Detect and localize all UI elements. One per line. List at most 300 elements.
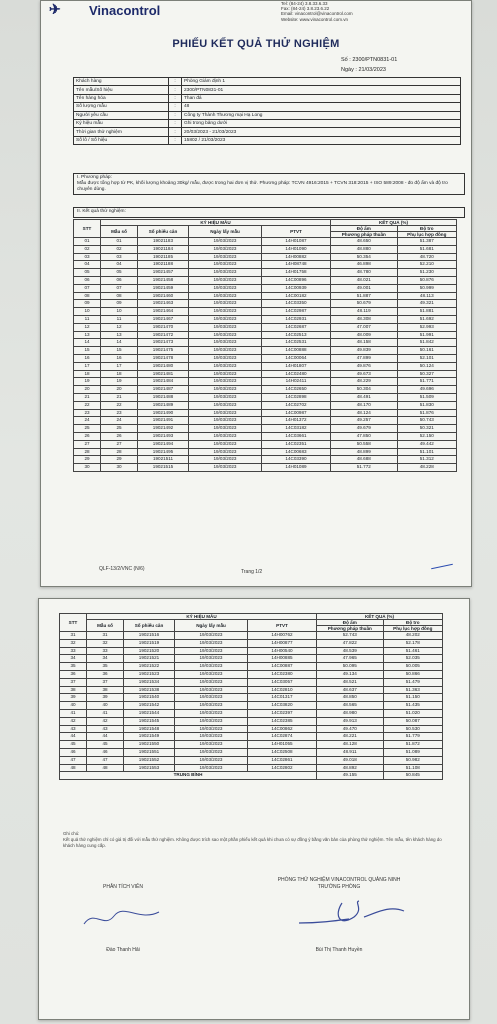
col-pp-thuan: Phương pháp thuần	[317, 626, 384, 632]
cell-mauso: 25	[101, 425, 138, 433]
cell-mauso: 41	[87, 709, 124, 717]
cell-sophieu: 19021511	[138, 456, 189, 464]
table-row	[74, 292, 457, 300]
cell-stt: 02	[74, 245, 101, 253]
cell-ptvt: 14C03390	[262, 456, 331, 464]
table-row	[74, 417, 457, 425]
cell-ptvt: 14C02874	[248, 733, 317, 741]
cell-doam: 48.009	[331, 331, 398, 339]
cell-mauso: 11	[101, 315, 138, 323]
col-ketqua: KẾT QUẢ (%)	[317, 614, 443, 620]
cell-doam: 52.743	[317, 632, 384, 640]
cell-mauso: 35	[87, 663, 124, 671]
cell-stt: 11	[74, 315, 101, 323]
cell-doam: 48.539	[317, 647, 384, 655]
info-value: 48	[182, 103, 461, 111]
col-pp-hopdong: Phụ lục hợp đồng	[383, 626, 442, 632]
cell-doam: 48.892	[317, 764, 384, 772]
cell-dotro: 52.210	[397, 261, 456, 269]
analyst-title: PHÂN TÍCH VIÊN	[103, 884, 143, 890]
cell-dotro: 52.101	[397, 354, 456, 362]
cell-mauso: 01	[101, 238, 138, 246]
col-ngay: Ngày lấy mẫu	[175, 620, 248, 632]
cell-mauso: 30	[101, 464, 138, 472]
cell-sophieu: 19021494	[138, 440, 189, 448]
info-key: Người yêu cầu	[74, 111, 169, 119]
cell-stt: 43	[60, 725, 87, 733]
table-row	[74, 347, 457, 355]
table-row	[60, 725, 443, 733]
cell-ngay: 19/03/2023	[189, 393, 262, 401]
table-row	[74, 464, 457, 472]
table-row	[74, 401, 457, 409]
cell-ptvt: 14C00887	[248, 663, 317, 671]
cell-ptvt: 14C02397	[248, 709, 317, 717]
cell-mauso: 44	[87, 733, 124, 741]
info-key: Tên mẫu/Số hiệu	[74, 86, 169, 94]
result-section-title: II. Kết quả thử nghiệm:	[73, 207, 465, 218]
cell-stt: 21	[74, 393, 101, 401]
cell-doam: 48.899	[331, 448, 398, 456]
cell-ptvt: 14H01758	[262, 269, 331, 277]
table-row	[74, 276, 457, 284]
cell-mauso: 39	[87, 694, 124, 702]
cell-dotro: 50.321	[397, 425, 456, 433]
cell-mauso: 02	[101, 245, 138, 253]
cell-dotro: 51.435	[383, 702, 442, 710]
cell-ptvt: 14H01055	[248, 741, 317, 749]
cell-stt: 44	[60, 733, 87, 741]
cell-dotro: 52.178	[383, 639, 442, 647]
col-dotro: Độ tro	[383, 620, 442, 626]
cell-dotro: 50.530	[383, 725, 442, 733]
cell-ngay: 19/03/2023	[189, 362, 262, 370]
cell-sophieu: 19021464	[138, 308, 189, 316]
cell-stt: 26	[74, 432, 101, 440]
cell-sophieu: 19021538	[124, 686, 175, 694]
cell-dotro: 51.101	[397, 448, 456, 456]
cell-dotro: 48.202	[383, 632, 442, 640]
info-value: Than đá	[182, 94, 461, 102]
cell-ngay: 19/03/2023	[189, 292, 262, 300]
cell-ptvt: 14C02650	[262, 386, 331, 394]
info-table	[73, 77, 461, 145]
cell-doam: 48.221	[317, 733, 384, 741]
cell-mauso: 36	[87, 670, 124, 678]
cell-ngay: 19/03/2023	[189, 432, 262, 440]
cell-ngay: 19/03/2023	[189, 315, 262, 323]
col-ptvt: PTVT	[262, 226, 331, 238]
cell-doam: 51.772	[331, 464, 398, 472]
average-label: TRUNG BÌNH	[60, 772, 317, 780]
cell-stt: 48	[60, 764, 87, 772]
cell-sophieu: 19021183	[138, 238, 189, 246]
cell-ptvt: 14C00182	[262, 292, 331, 300]
cell-ptvt: 14C00064	[262, 354, 331, 362]
cell-sophieu: 19021493	[138, 432, 189, 440]
cell-mauso: 14	[101, 339, 138, 347]
cell-stt: 14	[74, 339, 101, 347]
cell-ptvt: 14C03182	[262, 425, 331, 433]
cell-stt: 23	[74, 409, 101, 417]
cell-mauso: 27	[101, 440, 138, 448]
cell-dotro: 51.509	[397, 393, 456, 401]
cell-ngay: 19/03/2023	[175, 741, 248, 749]
cell-ngay: 19/03/2023	[175, 702, 248, 710]
cell-mauso: 04	[101, 261, 138, 269]
cell-ptvt: 14H01087	[262, 238, 331, 246]
info-colon: :	[169, 119, 182, 127]
cell-dotro: 50.743	[397, 417, 456, 425]
cell-ngay: 19/03/2023	[189, 347, 262, 355]
col-dotro: Độ tro	[397, 226, 456, 232]
notes	[63, 831, 443, 849]
table-row	[74, 339, 457, 347]
cell-sophieu: 19021473	[138, 339, 189, 347]
cell-ngay: 19/03/2023	[175, 639, 248, 647]
cell-ptvt: 14C02351	[262, 440, 331, 448]
col-doam: Độ ẩm	[331, 226, 398, 232]
cell-sophieu: 19021520	[124, 647, 175, 655]
cell-doam: 51.887	[331, 292, 398, 300]
cell-ngay: 19/03/2023	[189, 409, 262, 417]
info-row	[74, 111, 461, 119]
cell-ptvt: 14C03820	[248, 702, 317, 710]
cell-sophieu: 19021489	[138, 401, 189, 409]
cell-doam: 49.134	[317, 670, 384, 678]
cell-doam: 48.021	[331, 276, 398, 284]
table-row	[74, 378, 457, 386]
cell-stt: 47	[60, 756, 87, 764]
cell-sophieu: 19021492	[138, 425, 189, 433]
table-row	[60, 670, 443, 678]
cell-stt: 18	[74, 370, 101, 378]
cell-sophieu: 19021515	[138, 464, 189, 472]
cell-ngay: 19/03/2023	[175, 764, 248, 772]
cell-doam: 49.876	[331, 362, 398, 370]
table-row	[60, 686, 443, 694]
cell-dotro: 50.005	[383, 663, 442, 671]
cell-dotro: 51.461	[383, 647, 442, 655]
cell-sophieu: 19021458	[138, 276, 189, 284]
cell-mauso: 17	[101, 362, 138, 370]
cell-ptvt: 14C02987	[262, 308, 331, 316]
cell-dotro: 51.779	[383, 733, 442, 741]
cell-sophieu: 19021457	[138, 269, 189, 277]
cell-stt: 28	[74, 448, 101, 456]
info-key: Ký hiệu mẫu	[74, 119, 169, 127]
cell-ptvt: 14C03661	[262, 432, 331, 440]
cell-mauso: 05	[101, 269, 138, 277]
cell-mauso: 28	[101, 448, 138, 456]
cell-dotro: 51.230	[397, 269, 456, 277]
info-colon: :	[169, 78, 182, 86]
company-logo-icon: ✈	[49, 1, 61, 17]
cell-sophieu: 19021484	[138, 378, 189, 386]
table-row	[74, 323, 457, 331]
cell-ptvt: 14C00987	[262, 409, 331, 417]
info-colon: :	[169, 86, 182, 94]
cell-mauso: 16	[101, 354, 138, 362]
col-ptvt: PTVT	[248, 620, 317, 632]
cell-stt: 29	[74, 456, 101, 464]
cell-ptvt: 14C02385	[248, 717, 317, 725]
cell-ptvt: 14C02810	[248, 686, 317, 694]
cell-stt: 41	[60, 709, 87, 717]
cell-sophieu: 19021522	[124, 663, 175, 671]
info-colon: :	[169, 94, 182, 102]
cell-dotro: 52.993	[397, 323, 456, 331]
cell-dotro: 52.035	[383, 655, 442, 663]
cell-mauso: 40	[87, 702, 124, 710]
cell-doam: 49.679	[331, 425, 398, 433]
cell-sophieu: 19021480	[138, 362, 189, 370]
cell-ngay: 19/03/2023	[189, 456, 262, 464]
cell-ngay: 19/03/2023	[175, 725, 248, 733]
cell-doam: 47.007	[331, 323, 398, 331]
cell-ngay: 19/03/2023	[189, 386, 262, 394]
analyst-name: Đào Thanh Hải	[106, 947, 140, 953]
table-row	[74, 409, 457, 417]
cell-ngay: 19/03/2023	[189, 269, 262, 277]
cell-ptvt: 14H01807	[262, 362, 331, 370]
cell-doam: 48.119	[331, 308, 398, 316]
cell-dotro: 51.108	[383, 764, 442, 772]
cell-doam: 49.018	[317, 756, 384, 764]
table-row	[60, 741, 443, 749]
table-row	[60, 678, 443, 686]
cell-ptvt: 14C02513	[262, 331, 331, 339]
cell-dotro: 48.228	[397, 464, 456, 472]
cell-dotro: 50.999	[397, 284, 456, 292]
cell-ngay: 19/03/2023	[175, 663, 248, 671]
info-colon: :	[169, 111, 182, 119]
cell-dotro: 51.387	[397, 238, 456, 246]
cell-dotro: 50.866	[383, 670, 442, 678]
cell-stt: 40	[60, 702, 87, 710]
cell-ngay: 19/03/2023	[189, 440, 262, 448]
method-text: Mẫu được tổng hợp từ PK, khối lượng khoảng 30kg/ mẫu, được trong hai đơn vị thử. Phương pháp: TCVN 4916:2015 + TCVN 318:2015 + ISO 589:2008 - đo độ ẩm và độ tro chuyên dùng.	[77, 181, 448, 192]
results-table-page-1	[73, 219, 457, 472]
cell-dotro: 51.771	[397, 378, 456, 386]
cell-dotro: 51.872	[383, 741, 442, 749]
cell-mauso: 31	[87, 632, 124, 640]
table-row	[60, 632, 443, 640]
table-body	[60, 632, 443, 780]
cell-ngay: 19/03/2023	[175, 686, 248, 694]
lab-name: PHÒNG THỬ NGHIỆM VINACONTROL QUẢNG NINH	[277, 877, 401, 883]
cell-mauso: 22	[101, 401, 138, 409]
cell-mauso: 19	[101, 378, 138, 386]
table-row	[60, 655, 443, 663]
company-name: Vinacontrol	[89, 3, 161, 18]
cell-sophieu: 19021184	[138, 245, 189, 253]
cell-ptvt: 14C02861	[248, 756, 317, 764]
cell-dotro: 50.327	[397, 370, 456, 378]
cell-mauso: 13	[101, 331, 138, 339]
info-colon: :	[169, 128, 182, 136]
contact-line: Website: www.vinacontrol.com.vn	[281, 16, 348, 22]
contact-line: Tel: (84-24) 3.8.33.6.33	[281, 1, 328, 6]
notes-text: Kết quả thử nghiệm chỉ có giá trị đối với mẫu thử nghiệm. Không được trích sao một phần phiếu kết quả khi chưa có sự đồng ý bằng văn bản của phòng thử nghiệm. Tên mẫu, tên khách hàng do khách hàng cung cấp.	[63, 837, 442, 848]
report-date: Ngày : 21/03/2023	[341, 67, 386, 73]
cell-ngay: 19/03/2023	[189, 339, 262, 347]
cell-dotro: 51.881	[397, 308, 456, 316]
cell-ptvt: 14H00540	[248, 647, 317, 655]
table-row	[74, 425, 457, 433]
cell-dotro: 51.312	[397, 456, 456, 464]
cell-doam: 48.637	[317, 686, 384, 694]
col-doam: Độ ẩm	[317, 620, 384, 626]
cell-stt: 45	[60, 741, 87, 749]
cell-doam: 47.965	[317, 655, 384, 663]
cell-dotro: 49.442	[397, 440, 456, 448]
col-kyhieu: KÝ HIỆU MẪU	[87, 614, 317, 620]
cell-ngay: 19/03/2023	[189, 354, 262, 362]
cell-ngay: 19/03/2023	[175, 647, 248, 655]
head-signature	[294, 897, 414, 933]
table-row	[74, 393, 457, 401]
report-number-label: Số	[341, 57, 348, 63]
cell-ptvt: 14C02380	[248, 670, 317, 678]
cell-dotro: 51.479	[383, 678, 442, 686]
cell-ptvt: 14C02702	[262, 401, 331, 409]
cell-ngay: 19/03/2023	[175, 709, 248, 717]
cell-ngay: 19/03/2023	[189, 448, 262, 456]
cell-ptvt: 14H00762	[248, 632, 317, 640]
info-value: Công ty Thành Thương mại Hạ Long	[182, 111, 461, 119]
cell-ngay: 19/03/2023	[175, 678, 248, 686]
cell-mauso: 20	[101, 386, 138, 394]
cell-ngay: 19/03/2023	[189, 284, 262, 292]
report-page-2	[38, 598, 470, 1020]
table-row	[74, 261, 457, 269]
cell-doam: 48.650	[331, 238, 398, 246]
info-row	[74, 103, 461, 111]
cell-ptvt: 14H01089	[262, 464, 331, 472]
info-colon: :	[169, 136, 182, 144]
cell-doam: 49.673	[331, 370, 398, 378]
info-row	[74, 119, 461, 127]
cell-doam: 48.124	[331, 409, 398, 417]
cell-dotro: 51.089	[383, 748, 442, 756]
cell-mauso: 29	[101, 456, 138, 464]
cell-ptvt: 14H02411	[262, 378, 331, 386]
cell-dotro: 50.982	[383, 756, 442, 764]
notes-title: Ghi chú:	[63, 831, 80, 836]
cell-sophieu: 19021459	[138, 284, 189, 292]
table-row	[60, 748, 443, 756]
info-row	[74, 78, 461, 86]
table-row	[74, 245, 457, 253]
average-doam: 49.155	[317, 772, 384, 780]
cell-ptvt: 14C02531	[262, 339, 331, 347]
cell-stt: 46	[60, 748, 87, 756]
cell-stt: 06	[74, 276, 101, 284]
info-row	[74, 94, 461, 102]
cell-ngay: 19/03/2023	[189, 323, 262, 331]
table-row	[74, 269, 457, 277]
info-key: Số lô / Số hiệu	[74, 136, 169, 144]
table-row	[74, 300, 457, 308]
cell-stt: 32	[60, 639, 87, 647]
initial-mark	[431, 564, 453, 570]
cell-ngay: 19/03/2023	[189, 261, 262, 269]
cell-ptvt: 14C01317	[248, 694, 317, 702]
table-body	[74, 238, 457, 472]
cell-sophieu: 19021519	[124, 639, 175, 647]
cell-dotro: 51.876	[397, 409, 456, 417]
cell-mauso: 34	[87, 655, 124, 663]
table-row	[60, 702, 443, 710]
cell-mauso: 06	[101, 276, 138, 284]
table-row	[60, 733, 443, 741]
cell-doam: 48.880	[331, 245, 398, 253]
col-ketqua: KẾT QUẢ (%)	[331, 220, 457, 226]
cell-dotro: 52.150	[397, 432, 456, 440]
cell-sophieu: 19021523	[124, 670, 175, 678]
cell-stt: 01	[74, 238, 101, 246]
report-number: Số : 2300/PTN0831-01	[341, 57, 398, 63]
cell-doam: 47.822	[317, 639, 384, 647]
report-title: PHIẾU KẾT QUẢ THỬ NGHIỆM	[172, 38, 340, 50]
cell-dotro: 51.020	[383, 709, 442, 717]
cell-sophieu: 19021490	[138, 409, 189, 417]
cell-stt: 35	[60, 663, 87, 671]
cell-sophieu: 19021470	[138, 323, 189, 331]
cell-ptvt: 14C00683	[262, 448, 331, 456]
info-colon: :	[169, 103, 182, 111]
table-row	[74, 456, 457, 464]
cell-doam: 50.304	[331, 386, 398, 394]
table-row	[74, 331, 457, 339]
cell-doam: 48.565	[317, 702, 384, 710]
table-row	[74, 253, 457, 261]
cell-stt: 33	[60, 647, 87, 655]
cell-mauso: 33	[87, 647, 124, 655]
cell-stt: 30	[74, 464, 101, 472]
cell-ngay: 19/03/2023	[189, 276, 262, 284]
contact-line: Fax: (84-24) 3.8.23.6.22	[281, 6, 330, 12]
cell-dotro: 51.991	[397, 331, 456, 339]
cell-doam: 48.850	[317, 694, 384, 702]
cell-sophieu: 19021460	[138, 292, 189, 300]
info-value: 15802 / 21/03/2023	[182, 136, 461, 144]
cell-ptvt: 14H01090	[262, 245, 331, 253]
cell-ngay: 19/03/2023	[189, 331, 262, 339]
col-mauso: Mẫu số	[87, 620, 124, 632]
cell-ptvt: 14C02802	[248, 764, 317, 772]
cell-ngay: 19/03/2023	[189, 464, 262, 472]
cell-sophieu: 19021542	[124, 702, 175, 710]
results-table-page-2	[59, 613, 443, 780]
report-date-label: Ngày	[341, 67, 354, 73]
cell-ptvt: 14C00862	[248, 725, 317, 733]
cell-dotro: 48.113	[397, 292, 456, 300]
cell-mauso: 38	[87, 686, 124, 694]
average-row	[60, 772, 443, 780]
cell-doam: 49.913	[317, 717, 384, 725]
cell-stt: 39	[60, 694, 87, 702]
cell-ngay: 19/03/2023	[189, 238, 262, 246]
cell-stt: 24	[74, 417, 101, 425]
cell-stt: 25	[74, 425, 101, 433]
cell-stt: 37	[60, 678, 87, 686]
cell-sophieu: 19021188	[138, 261, 189, 269]
cell-ptvt: 14C00888	[262, 347, 331, 355]
cell-sophieu: 19021540	[124, 694, 175, 702]
cell-doam: 48.911	[317, 748, 384, 756]
